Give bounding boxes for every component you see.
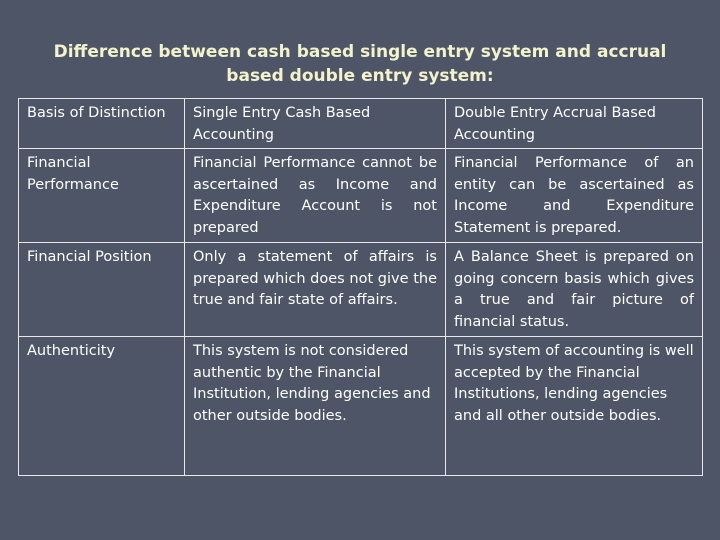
table-row [19, 337, 703, 476]
comparison-table [18, 98, 703, 476]
header-double-entry: Double Entry Accrual Based Accounting [446, 99, 703, 149]
cell-single-entry: Financial Performance cannot be ascertained as Income and Expenditure Account is not prepared [185, 149, 446, 243]
cell-single-entry: This system is not considered authentic by the Financial Institution, lending agencies and other outside bodies. [185, 337, 446, 476]
cell-single-entry: Only a statement of affairs is prepared which does not give the true and fair state of affairs. [185, 243, 446, 337]
table-row [19, 149, 703, 243]
table-header-row [19, 99, 703, 149]
cell-basis: Financial Performance [19, 149, 185, 243]
cell-basis: Financial Position [19, 243, 185, 337]
cell-double-entry: This system of accounting is well accepted by the Financial Institutions, lending agencies and all other outside bodies. [446, 337, 703, 476]
table-row [19, 243, 703, 337]
header-basis: Basis of Distinction [19, 99, 185, 149]
cell-double-entry: Financial Performance of an entity can be ascertained as Income and Expenditure Statement is prepared. [446, 149, 703, 243]
slide-title: Difference between cash based single entry system and accrual based double entry system: [53, 42, 667, 86]
cell-basis: Authenticity [19, 337, 185, 476]
header-single-entry: Single Entry Cash Based Accounting [185, 99, 446, 149]
cell-double-entry: A Balance Sheet is prepared on going concern basis which gives a true and fair picture of financial status. [446, 243, 703, 337]
